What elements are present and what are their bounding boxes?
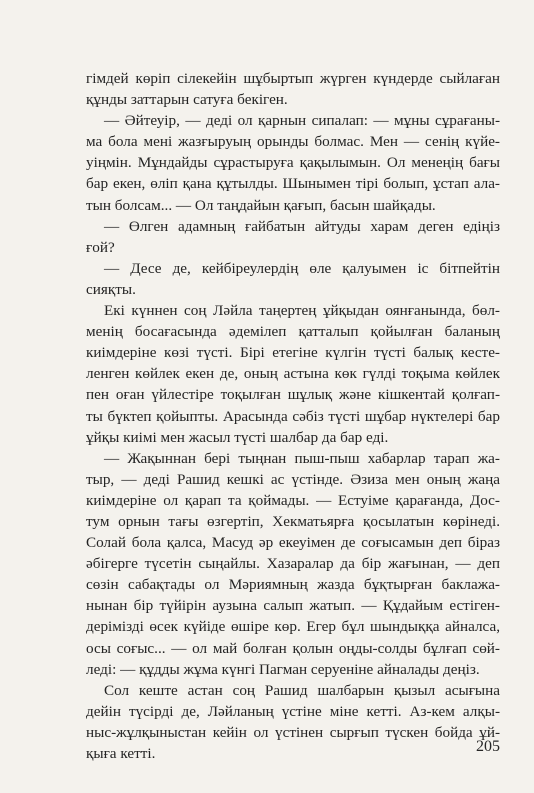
body-text [86, 68, 500, 764]
text-line: құнды заттарын сатуға бекіген. [86, 91, 288, 109]
text-line: қыға кетті. [86, 745, 156, 762]
text-line: тум орнын тағы өзгертіп, Хекматьярға қосылатын көрінеді. [86, 512, 500, 530]
text-line: гімдей көріп сілекейін шұбыртып жүрген күндерде сыйлаған [86, 70, 500, 87]
text-line: Солай бола қалса, Масуд әр екеуімен де соғысамын деп біраз [86, 534, 500, 552]
text-line: тын болсам... — Ол таңдайын қағып, басын шайқады. [86, 196, 436, 214]
text-line: тыр, — деді Рашид кешкі ас үстінде. Әзиза мен оның жаңа [86, 470, 500, 488]
text-line: дейін түсірді де, Ләйланың үстіне міне кетті. Аз-кем алқы- [86, 702, 500, 720]
text-line: ғой? [86, 238, 115, 256]
text-line: сияқты. [86, 280, 136, 298]
text-line: Сол кеште астан соң Рашид шалбарын қызыл асығына [104, 681, 500, 699]
text-line: леді: — құдды жұма күнгі Пагман серуеніне айналады деңіз. [86, 660, 480, 678]
text-line: — Әйтеуір, — деді ол қарнын сипалап: — мұны сұрағаны- [104, 112, 500, 130]
text-line: ныс-жұлқыныстан кейін ол үстінен сырғып түскен бойда ұй- [86, 723, 500, 741]
text-line: Екі күннен соң Ләйла таңертең ұйқыдан оянғанында, бөл- [104, 302, 500, 320]
text-line: — Өлген адамның ғайбатын айтуды харам деген едіңіз [104, 217, 500, 235]
text-line: ма бола мені жазғыруың орынды болмас. Мен — сенің күйе- [86, 133, 500, 151]
text-line: сөзін сабақтады ол Мәриямның жазда бұқтырған баклажа- [86, 576, 500, 594]
text-line: осы соғыс... — ол май болған қолын оңды-солды бұлғап сөй- [86, 639, 500, 657]
page-number: 205 [476, 738, 500, 755]
text-line: киімдеріне ол қарап та қоймады. — Естуіме қарағанда, Дос- [86, 491, 500, 509]
text-line: уіңмін. Мұндайды сұрастыруға қақылымын. Ол менеңің бағы [86, 154, 500, 172]
text-line: — Десе де, кейбіреулердің өле қалуымен іс бітпейтін [104, 259, 500, 277]
text-line: ленген көйлек екен де, оның астына көк гүлді тоқыма көйлек [86, 365, 500, 383]
text-line: ты бүктеп қойыпты. Арасында сәбіз түсті шұбар нүктелері бар [86, 407, 500, 425]
text-line: әбігерге түсетін сыңайлы. Хазаралар да бір жағынан, — деп [86, 555, 500, 573]
text-line: — Жақыннан бері тыңнан пыш-пыш хабарлар тарап жа- [104, 449, 500, 467]
text-line: менің босағасында әдемілеп қатталып қойылған баланың [86, 323, 500, 341]
text-line: дерімізді өсек күйіде өшіре көр. Егер бұл шындыққа айналса, [86, 618, 500, 636]
text-line: пен оған үйлестіре тоқылған шұлық және кішкентай қолғап- [86, 386, 500, 404]
text-line: ұйқы киімі мен жасыл түсті шалбар да бар еді. [86, 428, 389, 446]
text-line: нынан бір түйірін аузына салып жатып. — Құдайым естіген- [86, 597, 500, 615]
text-line: киімдеріне көзі түсті. Бірі етегіне күлгін түсті балық кесте- [86, 344, 500, 362]
text-line: бар екен, өліп қана құтылды. Шынымен тірі болып, ұстап ала- [86, 175, 500, 193]
